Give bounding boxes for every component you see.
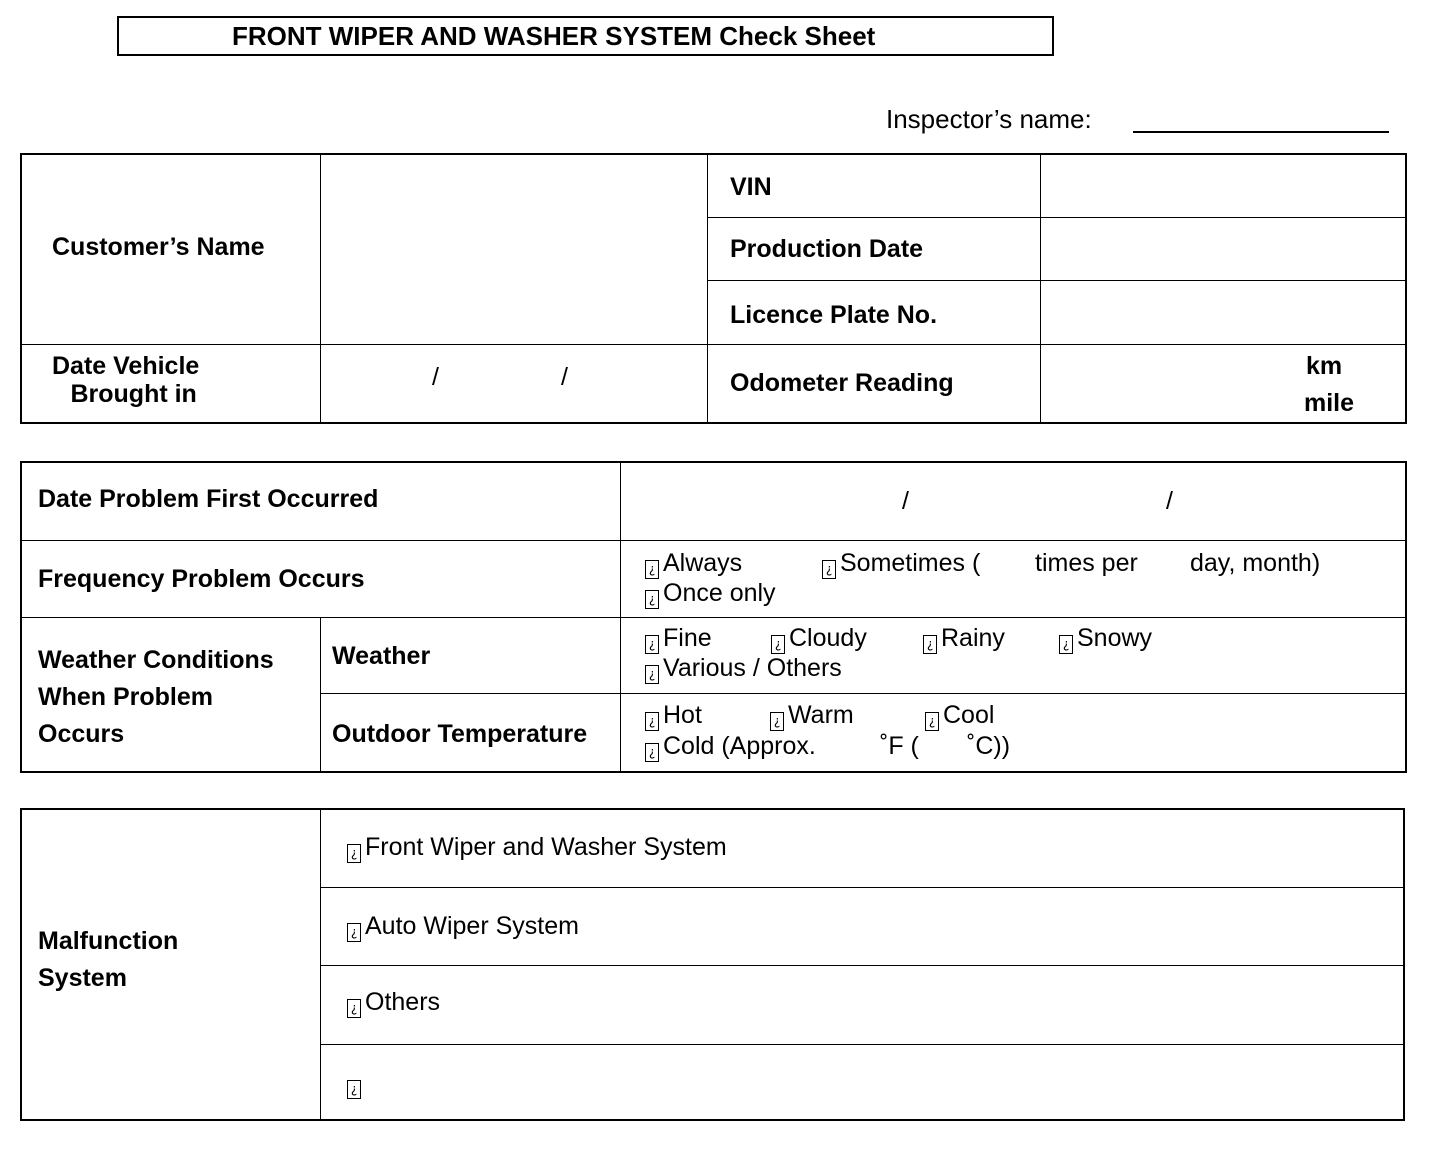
odometer-field[interactable]: [1042, 346, 1292, 421]
sheet-title: [117, 16, 1054, 56]
checkbox[interactable]: ¿: [1059, 635, 1073, 654]
freq-day-month: day, month): [1190, 549, 1321, 577]
weather-various-option[interactable]: ¿ Various / Others: [645, 654, 842, 684]
checkbox[interactable]: ¿: [770, 712, 784, 731]
blank-option[interactable]: [347, 1069, 365, 1099]
date-first-occurred-label: Date Problem First Occurred: [38, 485, 379, 513]
checkbox[interactable]: ¿: [347, 923, 361, 942]
checkbox[interactable]: ¿: [645, 665, 659, 684]
date-separator: /: [561, 363, 568, 391]
outdoor-temperature-label: Outdoor Temperature: [332, 720, 588, 748]
checkbox[interactable]: ¿: [645, 590, 659, 609]
checkbox[interactable]: ¿: [645, 635, 659, 654]
date-brought-in-field[interactable]: [322, 346, 706, 421]
customer-name-label: Customer’s Name: [52, 233, 265, 261]
checkbox[interactable]: ¿: [347, 999, 361, 1018]
inspector-name-label: Inspector’s name:: [886, 104, 1092, 134]
temp-celsius-unit: ˚C)): [967, 732, 1011, 760]
temp-fahrenheit-unit: ˚F (: [880, 732, 919, 760]
odometer-label: Odometer Reading: [730, 369, 954, 397]
temp-hot-option[interactable]: ¿ Hot: [645, 701, 702, 731]
licence-plate-field[interactable]: [1042, 282, 1404, 343]
temp-warm-option[interactable]: ¿ Warm: [770, 701, 854, 731]
date-brought-in-label: Date Vehicle Brought in: [52, 352, 200, 408]
others-option[interactable]: ¿ Others: [347, 988, 440, 1018]
weather-cloudy-option[interactable]: ¿ Cloudy: [771, 624, 867, 654]
freq-always-option[interactable]: ¿ Always: [645, 549, 742, 579]
temp-cold-option[interactable]: ¿ Cold (Approx.: [645, 732, 816, 762]
vin-field[interactable]: [1042, 155, 1404, 216]
licence-plate-label: Licence Plate No.: [730, 301, 938, 329]
checkbox[interactable]: ¿: [645, 743, 659, 762]
checkbox[interactable]: ¿: [347, 1080, 361, 1099]
freq-sometimes-option[interactable]: ¿ Sometimes (: [822, 549, 980, 579]
inspector-name-field[interactable]: [1133, 131, 1389, 133]
title-text: FRONT WIPER AND WASHER SYSTEM Check Sheet: [232, 21, 876, 51]
date-separator: /: [432, 363, 439, 391]
weather-label: Weather: [332, 642, 431, 670]
freq-once-option[interactable]: ¿ Once only: [645, 579, 776, 609]
weather-snowy-option[interactable]: ¿ Snowy: [1059, 624, 1152, 654]
weather-conditions-label: Weather Conditions When Problem Occurs: [38, 646, 274, 748]
auto-wiper-option[interactable]: ¿ Auto Wiper System: [347, 912, 579, 942]
date-separator: /: [1166, 487, 1173, 515]
date-separator: /: [902, 487, 909, 515]
front-wiper-option[interactable]: ¿ Front Wiper and Washer System: [347, 833, 727, 863]
checkbox[interactable]: ¿: [771, 635, 785, 654]
weather-fine-option[interactable]: ¿ Fine: [645, 624, 712, 654]
checkbox[interactable]: ¿: [347, 844, 361, 863]
production-date-field[interactable]: [1042, 219, 1404, 279]
malfunction-system-label: Malfunction System: [38, 927, 179, 992]
vin-label: VIN: [730, 173, 772, 201]
checkbox[interactable]: ¿: [923, 635, 937, 654]
checkbox[interactable]: ¿: [925, 712, 939, 731]
temp-cool-option[interactable]: ¿ Cool: [925, 701, 994, 731]
freq-times-per: times per: [1035, 549, 1138, 577]
date-first-occurred-field[interactable]: [622, 463, 1404, 539]
frequency-label: Frequency Problem Occurs: [38, 565, 365, 593]
unit-mile: mile: [1304, 389, 1355, 417]
unit-km: km: [1306, 352, 1343, 380]
checkbox[interactable]: ¿: [645, 712, 659, 731]
checkbox[interactable]: ¿: [645, 560, 659, 579]
customer-name-field[interactable]: [322, 155, 706, 343]
production-date-label: Production Date: [730, 235, 924, 263]
weather-rainy-option[interactable]: ¿ Rainy: [923, 624, 1005, 654]
checkbox[interactable]: ¿: [822, 560, 836, 579]
